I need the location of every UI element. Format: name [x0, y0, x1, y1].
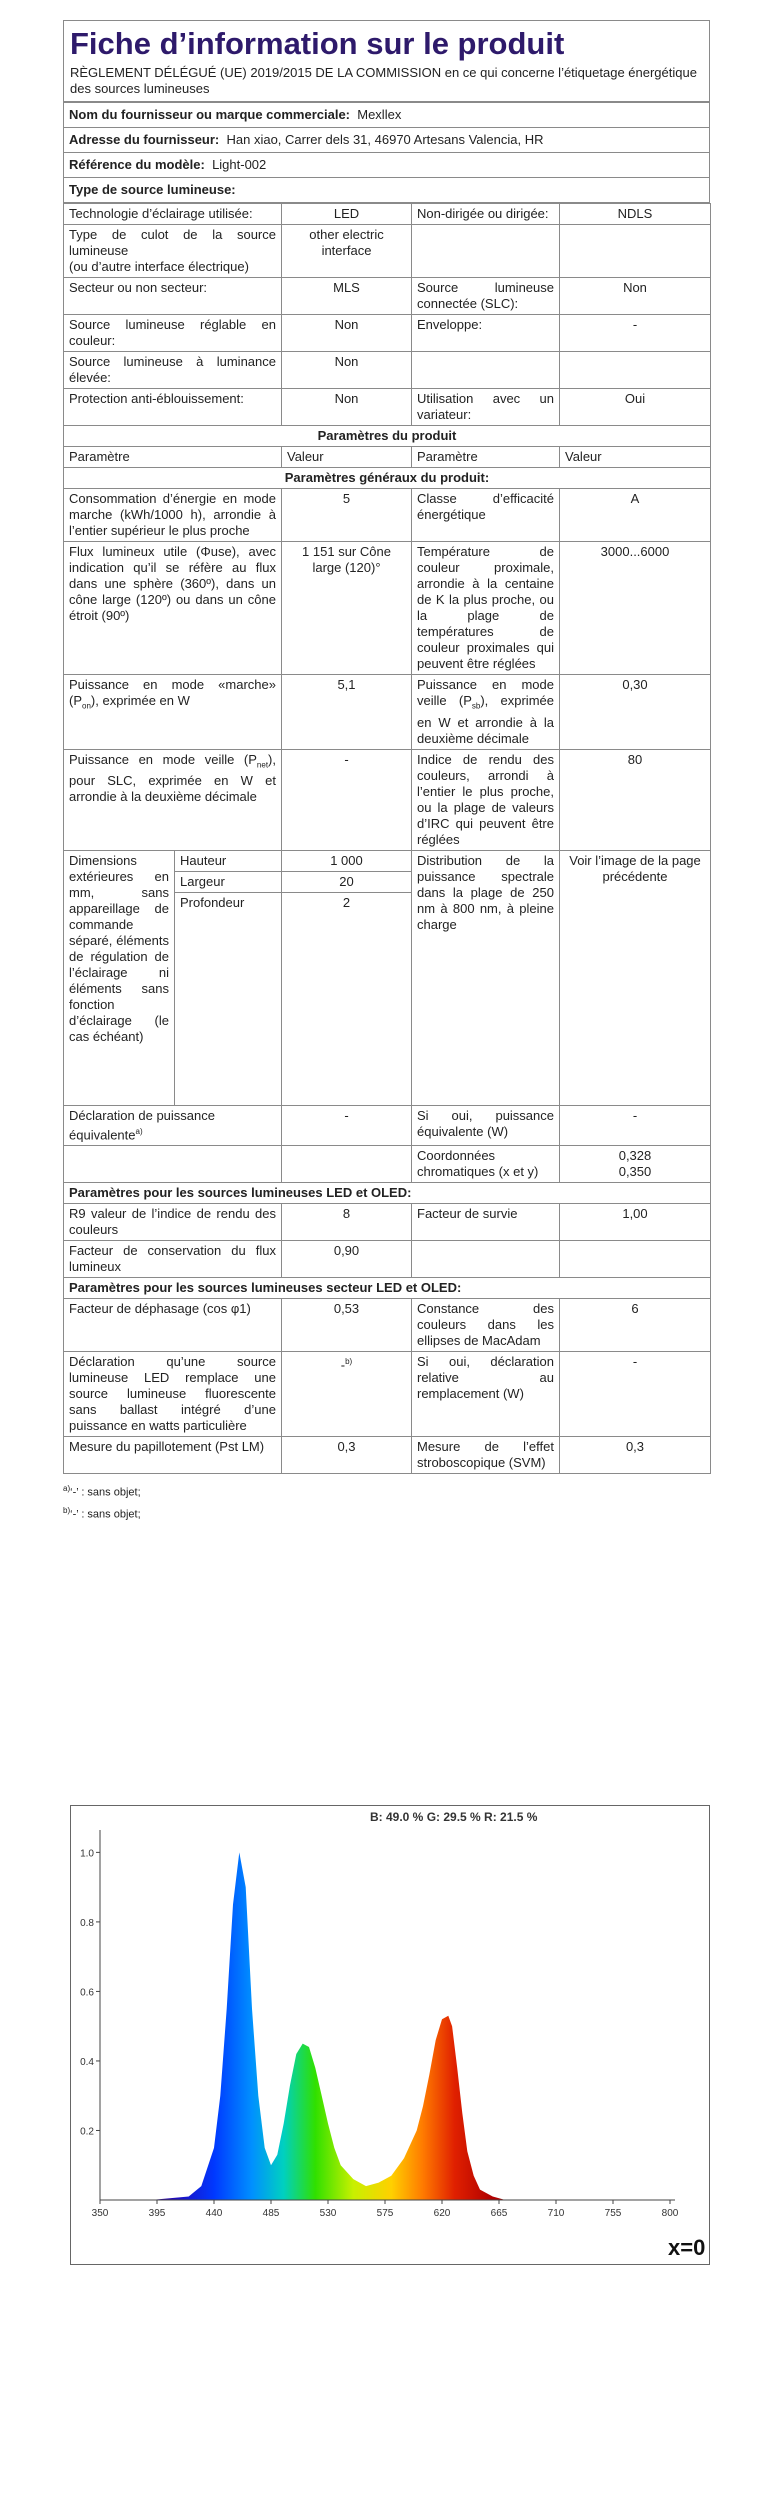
col-value-1: Valeur: [282, 447, 412, 468]
empty-cell: [282, 1145, 412, 1182]
col-param-1: Paramètre: [64, 447, 282, 468]
mains-row: [64, 1351, 711, 1436]
type-label: [64, 225, 282, 278]
type-row: [64, 315, 711, 352]
led-value-text: 0,90: [333, 1242, 360, 1258]
spectral-power-chart: [70, 1805, 710, 2265]
type-value: MLS: [282, 278, 412, 315]
mains-value: [282, 1298, 412, 1351]
led-value: [282, 1240, 412, 1277]
x-tick-label: 665: [490, 2208, 508, 2219]
type-value: LED: [282, 204, 412, 225]
general-label-a: Puissance en mode «marche» (P: [69, 677, 276, 708]
general-row: [64, 542, 711, 675]
supplier-table: [63, 102, 710, 203]
y-tick-label: 0.8: [80, 1917, 94, 1929]
dimension-key-depth: Profondeur: [180, 894, 245, 910]
type-label: [64, 278, 282, 315]
col-param-2: Paramètre: [412, 447, 560, 468]
type-label: [64, 389, 282, 426]
led-row: [64, 1240, 711, 1277]
general-value: 5,1: [282, 675, 412, 750]
supplier-value: Mexllex: [357, 107, 402, 122]
footnote-b-marker: b): [63, 1505, 71, 1515]
led-value-text: 8: [342, 1205, 351, 1221]
product-information-sheet: [63, 20, 710, 1523]
mains-heading-row: [64, 1277, 711, 1298]
footnote-b-text: ‘-’ : sans objet;: [70, 1508, 141, 1521]
type-value: Non: [282, 315, 412, 352]
footnote-a-marker: a): [63, 1483, 71, 1493]
source-type-heading: Type de source lumineuse:: [64, 178, 710, 203]
type-label-2: Utilisation avec un variateur:: [412, 389, 560, 426]
chromaticity-value: [560, 1145, 711, 1182]
type-label-2: Non-dirigée ou dirigée:: [412, 204, 560, 225]
type-value: other electric interface: [282, 225, 412, 278]
corner-label: x=0: [668, 2235, 706, 2260]
dimensions-row: [64, 850, 711, 1105]
general-value: 1 151 sur Cône large (120)°: [282, 542, 412, 675]
led-value-2: 1,00: [560, 1203, 711, 1240]
y-tick-label: 0.4: [80, 2056, 94, 2068]
general-value-2: 80: [560, 749, 711, 850]
rgb-readout: B: 49.0 % G: 29.5 % R: 21.5 %: [370, 1810, 538, 1824]
chromaticity-y: 0,350: [618, 1163, 652, 1179]
mains-label: Déclaration qu’une source lumineuse LED remplace une source lumineuse fluorescente sans ballast intégré d’une puissance en watts particulière: [64, 1351, 282, 1436]
general-label: [64, 675, 282, 750]
dimension-key-width: Largeur: [175, 872, 281, 893]
type-label-2: Source lumineuse connectée (SLC):: [412, 278, 560, 315]
equivalent-power-row: [64, 1105, 711, 1145]
led-heading: Paramètres pour les sources lumineuses LED et OLED:: [64, 1182, 711, 1203]
mains-value-2: 0,3: [560, 1436, 711, 1473]
dimension-values: [282, 850, 412, 1105]
x-tick-label: 755: [604, 2208, 622, 2219]
general-label-b: ), exprimée en W: [90, 693, 190, 708]
chromaticity-row: [64, 1145, 711, 1182]
type-label: [64, 315, 282, 352]
mains-value-2: -: [560, 1351, 711, 1436]
mains-value-text: -: [340, 1357, 346, 1373]
spectral-distribution-label: Distribution de la puissance spectrale dans la plage de 250 nm à 800 nm, à pleine charge: [412, 850, 560, 1105]
led-heading-row: [64, 1182, 711, 1203]
dimensions-label: Dimensions extérieures en mm, sans appareillage de commande séparé, éléments de régulation de l’éclairage ni éléments sans fonction d’éclairage (le cas échéant): [64, 851, 175, 1105]
dimension-value-depth: 2: [342, 894, 351, 910]
mains-value: [282, 1436, 412, 1473]
mains-value-2: 6: [560, 1298, 711, 1351]
model-row: [64, 153, 710, 178]
type-label-2: [412, 225, 560, 278]
col-value-2: Valeur: [560, 447, 711, 468]
footnote-a-text: ‘-’ : sans objet;: [70, 1486, 141, 1499]
type-value: Non: [282, 352, 412, 389]
general-label: [64, 749, 282, 850]
mains-label-2: Si oui, déclaration relative au remplacement (W): [412, 1351, 560, 1436]
type-row: [64, 225, 711, 278]
led-label: R9 valeur de l’indice de rendu des couleurs: [64, 1203, 282, 1240]
general-label-2: [412, 675, 560, 750]
x-tick-label: 530: [319, 2208, 337, 2219]
x-tick-label: 395: [148, 2208, 166, 2219]
led-value: [282, 1203, 412, 1240]
address-row: [64, 128, 710, 153]
type-label-text: Type de culot de la source lumineuse: [69, 227, 276, 258]
mains-label-2: Mesure de l’effet stroboscopique (SVM): [412, 1436, 560, 1473]
x-tick-label: 620: [433, 2208, 451, 2219]
led-label-2: Facteur de survie: [412, 1203, 560, 1240]
type-label-text: Source lumineuse à luminance élevée:: [69, 354, 276, 385]
type-row: [64, 389, 711, 426]
empty-cell: [64, 1145, 282, 1182]
type-label-text: Secteur ou non secteur:: [69, 280, 208, 295]
x-tick-label: 440: [205, 2208, 223, 2219]
type-value-2: -: [560, 315, 711, 352]
chromaticity-label: Coordonnées chromatiques (x et y): [412, 1145, 560, 1182]
general-value-2: A: [560, 489, 711, 542]
footnote-b: [63, 1502, 710, 1524]
general-label-a: Puissance en mode veille (P: [69, 751, 257, 767]
mains-label: Mesure du papillotement (Pst LM): [64, 1436, 282, 1473]
model-label: Référence du modèle:: [69, 157, 205, 172]
dimension-keys: [175, 851, 281, 1105]
general-label-2: Indice de rendu des couleurs, arrondi à l’entier le plus proche, ou la plage de valeurs d’IRC qui peuvent être réglées: [412, 749, 560, 850]
general-row: [64, 749, 711, 850]
mains-row: [64, 1298, 711, 1351]
mains-label-2: Constance des couleurs dans les ellipses de MacAdam: [412, 1298, 560, 1351]
led-value-2: [560, 1240, 711, 1277]
general-heading: Paramètres généraux du produit:: [64, 468, 711, 489]
mains-rows: [64, 1298, 711, 1473]
y-tick-label: 0.6: [80, 1987, 94, 1999]
general-row: [64, 675, 711, 750]
type-label-text: Protection anti-éblouissement:: [69, 391, 244, 406]
type-label-2: Enveloppe:: [412, 315, 560, 352]
mains-label: Facteur de déphasage (cos φ1): [64, 1298, 282, 1351]
mains-value: [282, 1351, 412, 1436]
type-label-subtext: (ou d’autre interface électrique): [69, 259, 249, 274]
general-rows: [64, 489, 711, 851]
general-label: Consommation d’énergie en mode marche (kWh/1000 h), arrondie à l’entier supérieur le plus proche: [64, 489, 282, 542]
type-label: [64, 352, 282, 389]
general-label-2: Classe d’efficacité énergétique: [412, 489, 560, 542]
led-label-2: [412, 1240, 560, 1277]
general-label-sub: on: [82, 701, 91, 711]
sheet-header: [63, 20, 710, 102]
address-value: Han xiao, Carrer dels 31, 46970 Artesans Valencia, HR: [226, 132, 544, 147]
type-row: [64, 278, 711, 315]
type-value-2: [560, 225, 711, 278]
parameters-table: [63, 203, 711, 1474]
type-label-text: Technologie d’éclairage utilisée:: [69, 206, 253, 221]
type-row: [64, 204, 711, 225]
page-title: Fiche d’information sur le produit: [70, 26, 565, 61]
column-header-row: [64, 447, 711, 468]
general-label-b: ), pour SLC, exprimée en W et arrondie à la deuxième décimale: [69, 751, 276, 805]
type-value-2: Oui: [560, 389, 711, 426]
type-value-2: NDLS: [560, 204, 711, 225]
led-rows: [64, 1203, 711, 1277]
footnote-ref-b: b): [345, 1356, 353, 1366]
x-tick-label: 350: [91, 2208, 109, 2219]
mains-value-text: 0,3: [337, 1438, 356, 1454]
general-heading-row: [64, 468, 711, 489]
regulation-reference: RÈGLEMENT DÉLÉGUÉ (UE) 2019/2015 DE LA COMMISSION en ce qui concerne l’étiquetage énergétique des sources lumineuses: [70, 65, 697, 96]
general-label: Flux lumineux utile (Φuse), avec indication qu’il se réfère au flux dans une sphère (360º), dans un cône large (120º) ou dans un cône étroit (90º): [64, 542, 282, 675]
mains-heading: Paramètres pour les sources lumineuses secteur LED et OLED:: [64, 1277, 711, 1298]
y-tick-label: 0.2: [80, 2126, 94, 2138]
product-params-heading-row: [64, 426, 711, 447]
equivalent-power-text: Déclaration de puissance équivalente: [69, 1107, 215, 1142]
equivalent-power-value: -: [282, 1105, 412, 1145]
mains-value-text: 0,53: [333, 1300, 360, 1316]
footnotes: [63, 1480, 710, 1523]
footnote-ref-a: a): [135, 1126, 143, 1136]
type-value: Non: [282, 389, 412, 426]
y-tick-label: 1.0: [80, 1848, 94, 1860]
general-value: 5: [282, 489, 412, 542]
footnote-a: [63, 1480, 710, 1502]
type-label: [64, 204, 282, 225]
mains-row: [64, 1436, 711, 1473]
x-tick-label: 800: [661, 2208, 679, 2219]
general-value: -: [282, 749, 412, 850]
general-value-2: 3000...6000: [560, 542, 711, 675]
supplier-row: [64, 103, 710, 128]
x-tick-label: 710: [547, 2208, 565, 2219]
general-row: [64, 489, 711, 542]
led-row: [64, 1203, 711, 1240]
chromaticity-x: 0,328: [618, 1147, 652, 1163]
product-params-heading: Paramètres du produit: [64, 426, 711, 447]
model-value: Light-002: [212, 157, 267, 172]
dimension-value-width: 20: [282, 872, 411, 893]
general-label-2-sub: sb: [471, 701, 481, 711]
equivalent-power-w-label: Si oui, puissance équivalente (W): [412, 1105, 560, 1145]
x-tick-label: 575: [376, 2208, 394, 2219]
equivalent-power-w-value: -: [560, 1105, 711, 1145]
dimension-key-height: Hauteur: [175, 851, 281, 872]
general-label-2a: Puissance en mode veille (P: [417, 677, 554, 708]
x-tick-label: 485: [262, 2208, 280, 2219]
equivalent-power-label: [64, 1105, 282, 1145]
type-rows: [64, 204, 711, 426]
general-value-2: 0,30: [560, 675, 711, 750]
dimensions-cell: [64, 850, 282, 1105]
type-value-2: Non: [560, 278, 711, 315]
general-label-2: Température de couleur proximale, arrondie à la centaine de K la plus proche, ou la plage de températures de couleur proximales qui peuvent être réglées: [412, 542, 560, 675]
supplier-label: Nom du fournisseur ou marque commerciale:: [69, 107, 351, 122]
type-value-2: [560, 352, 711, 389]
address-label: Adresse du fournisseur:: [69, 132, 220, 147]
general-label-2b: ), exprimée en W et arrondie à la deuxième décimale: [417, 693, 554, 746]
type-row: [64, 352, 711, 389]
led-label: Facteur de conservation du flux lumineux: [64, 1240, 282, 1277]
type-label-2: [412, 352, 560, 389]
source-type-heading-row: [64, 178, 710, 203]
type-label-text: Source lumineuse réglable en couleur:: [69, 317, 276, 348]
general-label-sub: net: [256, 760, 269, 770]
spectral-distribution-value: Voir l’image de la page précédente: [560, 850, 711, 1105]
dimension-value-height: 1 000: [282, 851, 411, 872]
